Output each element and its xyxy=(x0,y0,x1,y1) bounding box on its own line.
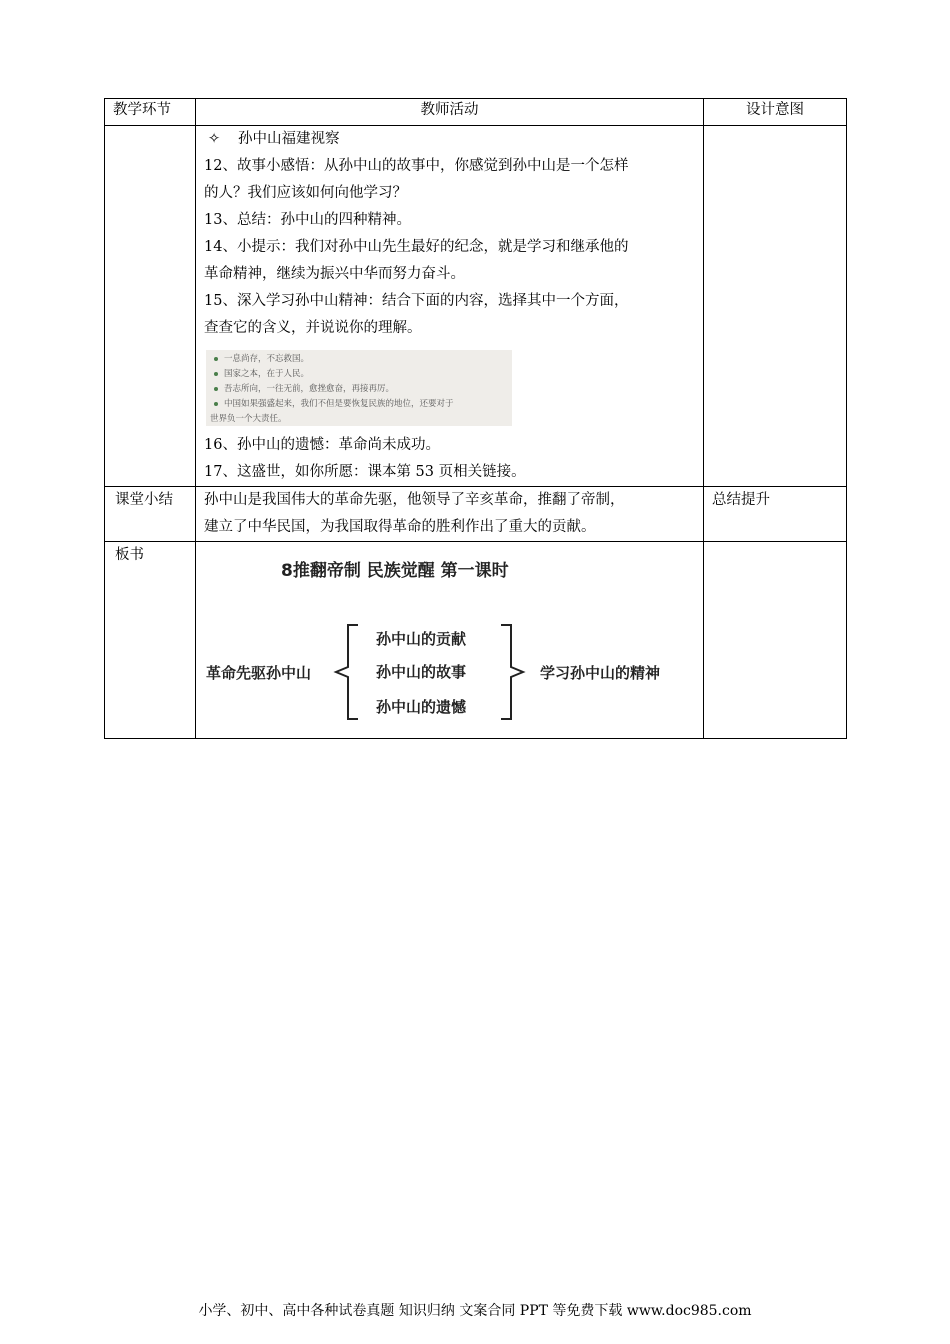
blackboard-diagram xyxy=(196,542,703,738)
header-section: 教学环节 xyxy=(105,99,196,126)
quote-item-continued: 世界负一个大责任。 xyxy=(210,414,287,424)
bullet-dot-icon xyxy=(214,387,218,391)
page-footer: 小学、初中、高中各种试卷真题 知识归纳 文案合同 PPT 等免费下载 www.doc985.com xyxy=(198,1303,752,1319)
header-design-intent: 设计意图 xyxy=(704,99,847,126)
quote-item: 一息尚存，不忘救国。 xyxy=(214,352,309,367)
activity-line: 查查它的含义，并说说你的理解。 xyxy=(204,320,422,336)
lesson-plan-table xyxy=(104,98,847,739)
intent-cell xyxy=(704,542,847,739)
intent-cell xyxy=(704,126,847,487)
activity-line: 13、总结：孙中山的四种精神。 xyxy=(204,212,411,228)
board-left-label: 革命先驱孙中山 xyxy=(206,664,312,682)
section-cell: 课堂小结 xyxy=(105,487,196,542)
activity-line: 14、小提示：我们对孙中山先生最好的纪念，就是学习和继承他的 xyxy=(204,239,629,255)
intent-cell: 总结提升 xyxy=(704,487,847,542)
board-right-label: 学习孙中山的精神 xyxy=(540,664,661,682)
bullet-dot-icon xyxy=(214,402,218,406)
table-header-row xyxy=(105,99,847,126)
section-cell: 板书 xyxy=(105,542,196,739)
header-teacher-activity: 教师活动 xyxy=(196,99,704,126)
board-item: 孙中山的遗憾 xyxy=(376,698,467,716)
activity-line: 16、孙中山的遗憾：革命尚未成功。 xyxy=(204,437,440,453)
quote-item: 国家之本，在于人民。 xyxy=(214,367,309,382)
activity-line: 革命精神，继续为振兴中华而努力奋斗。 xyxy=(204,266,465,282)
table-row xyxy=(105,487,847,542)
board-item: 孙中山的故事 xyxy=(376,663,467,681)
activity-line: 12、故事小感悟：从孙中山的故事中，你感觉到孙中山是一个怎样 xyxy=(204,158,629,174)
quote-item: 中国如果强盛起来，我们不但是要恢复民族的地位，还要对于 xyxy=(214,397,454,412)
table-row xyxy=(105,542,847,739)
subheading-text: 孙中山福建视察 xyxy=(238,131,340,147)
board-title: 8推翻帝制 民族觉醒 第一课时 xyxy=(281,561,509,581)
section-cell xyxy=(105,126,196,487)
summary-cell xyxy=(196,487,704,542)
quote-item: 吾志所向，一往无前，愈挫愈奋，再接再厉。 xyxy=(214,382,394,397)
activity-subheading xyxy=(204,126,695,153)
bullet-dot-icon xyxy=(214,372,218,376)
diamond-bullet-icon: ✧ xyxy=(208,131,221,147)
activity-line: 17、这盛世，如你所愿：课本第 53 页相关链接。 xyxy=(204,464,526,480)
activity-cell xyxy=(196,126,704,487)
activity-line: 的人？我们应该如何向他学习？ xyxy=(204,185,407,201)
quotes-image xyxy=(206,350,512,426)
summary-line: 建立了中华民国，为我国取得革命的胜利作出了重大的贡献。 xyxy=(204,519,596,535)
table-row xyxy=(105,126,847,487)
summary-line: 孙中山是我国伟大的革命先驱，他领导了辛亥革命，推翻了帝制， xyxy=(204,492,625,508)
board-cell xyxy=(196,542,704,739)
activity-line: 15、深入学习孙中山精神：结合下面的内容，选择其中一个方面， xyxy=(204,293,629,309)
bullet-dot-icon xyxy=(214,357,218,361)
board-item: 孙中山的贡献 xyxy=(376,630,467,648)
